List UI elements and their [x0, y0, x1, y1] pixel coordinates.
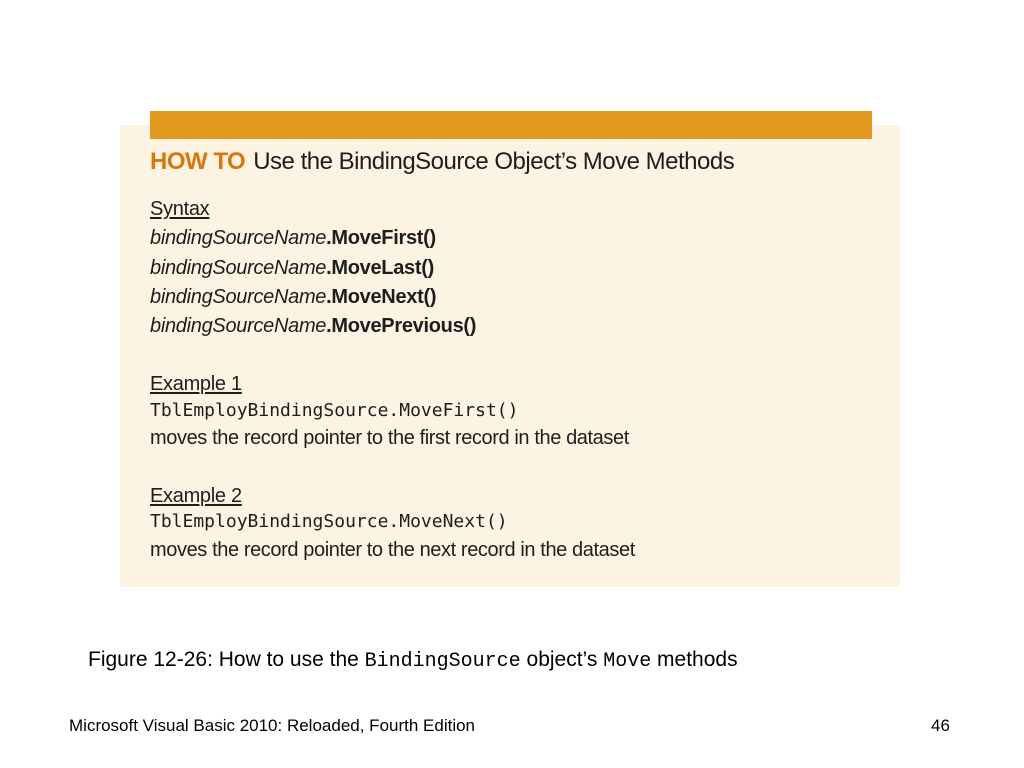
example-2-code: TblEmployBindingSource.MoveNext() [150, 511, 508, 532]
howto-title-text: Use the BindingSource Object’s Move Methods [253, 148, 735, 175]
syntax-line [150, 286, 436, 309]
syntax-object: bindingSourceName [150, 257, 327, 279]
syntax-object: bindingSourceName [150, 286, 327, 308]
syntax-method: .MoveFirst() [326, 227, 436, 249]
howto-title [150, 148, 734, 176]
syntax-object: bindingSourceName [150, 315, 327, 337]
caption-code-bindingsource: BindingSource [364, 650, 521, 673]
syntax-method: .MovePrevious() [326, 315, 477, 337]
example-2-description: moves the record pointer to the next record in the dataset [150, 539, 635, 561]
example-2-heading: Example 2 [150, 485, 242, 507]
footer-page-number: 46 [931, 716, 950, 735]
syntax-method: .MoveNext() [326, 286, 437, 308]
caption-prefix: Figure 12-26: How to use the [88, 648, 365, 671]
syntax-line [150, 257, 434, 280]
figure-caption [88, 648, 738, 673]
syntax-method: .MoveLast() [326, 257, 434, 279]
example-1-heading: Example 1 [150, 373, 242, 395]
caption-middle: object’s [520, 648, 604, 671]
footer-book-title: Microsoft Visual Basic 2010: Reloaded, Fourth Edition [69, 716, 476, 735]
syntax-object: bindingSourceName [150, 227, 327, 249]
syntax-line [150, 315, 476, 338]
howto-label: HOW TO [150, 148, 246, 175]
howto-accent-bar [150, 111, 872, 139]
syntax-line [150, 227, 436, 250]
syntax-heading: Syntax [150, 198, 210, 220]
example-1-description: moves the record pointer to the first record in the dataset [150, 427, 629, 449]
caption-code-move: Move [603, 650, 652, 673]
example-1-code: TblEmployBindingSource.MoveFirst() [150, 400, 519, 421]
caption-suffix: methods [651, 648, 738, 671]
